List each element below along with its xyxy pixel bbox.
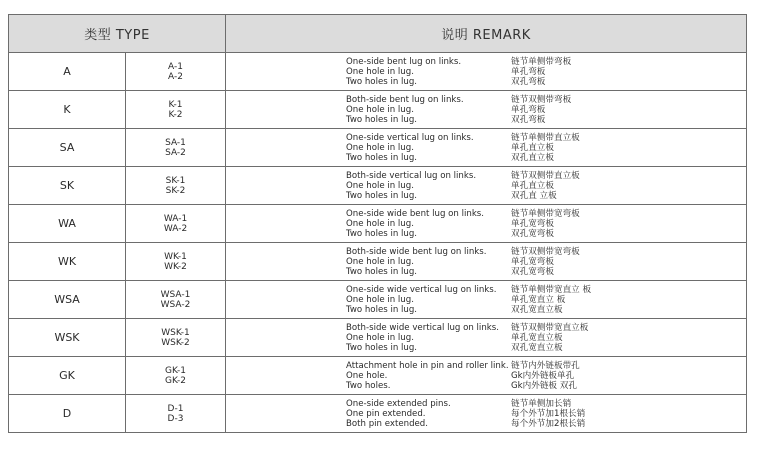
table-row [9, 395, 747, 433]
table-row [9, 205, 747, 243]
remark-en-line: One hole in lug. [346, 143, 414, 153]
remark-zh-line: 单孔宽弯板 [511, 219, 554, 229]
remark-chinese [511, 361, 580, 391]
remark-zh-line: 链节双侧带宽直立板 [511, 323, 589, 333]
remark-en-line: Two holes in lug. [346, 305, 418, 315]
remark-en-line: One hole in lug. [346, 181, 414, 191]
remark-cell [226, 91, 747, 129]
remark-en-line: One pin extended. [346, 409, 426, 419]
table-row [9, 167, 747, 205]
type-code: K-2 [168, 109, 183, 120]
remark-cell [226, 281, 747, 319]
type-code: WA-1 [163, 213, 188, 224]
table-row [9, 243, 747, 281]
remark-zh-line: 链节内外链板带孔 [511, 361, 580, 371]
table-body [9, 53, 747, 433]
remark-zh-line: 每个外节加1根长销 [511, 409, 586, 419]
remark-en-line: Attachment hole in pin and roller link. [346, 361, 509, 371]
code-cell [126, 319, 226, 357]
remark-zh-line: 双孔宽弯板 [511, 267, 554, 277]
table-row [9, 357, 747, 395]
remark-chinese [511, 399, 585, 429]
remark-en-line: Two holes. [346, 381, 391, 391]
remark-english [346, 95, 464, 125]
remark-cell [226, 243, 747, 281]
remark-en-line: Both-side wide bent lug on links. [346, 247, 487, 257]
remark-english [346, 361, 509, 391]
remark-zh-line: 单孔弯板 [511, 67, 546, 77]
remark-en-line: Both-side wide vertical lug on links. [346, 323, 499, 333]
type-cell: WA [9, 205, 126, 243]
table-row [9, 281, 747, 319]
remark-zh-line: 单孔宽弯板 [511, 257, 554, 267]
remark-zh-line: 单孔宽直立板 [511, 333, 563, 343]
type-code: GK-1 [165, 365, 186, 376]
remark-english [346, 247, 486, 277]
remark-chinese [511, 285, 591, 315]
remark-zh-line: 链节单侧带直立板 [511, 133, 580, 143]
remark-zh-line: 双孔弯板 [511, 77, 546, 87]
type-cell: WSK [9, 319, 126, 357]
type-code: WSA-1 [160, 289, 191, 300]
remark-chinese [511, 95, 571, 125]
type-cell: A [9, 53, 126, 91]
remark-cell [226, 357, 747, 395]
type-cell: K [9, 91, 126, 129]
code-cell [126, 129, 226, 167]
type-code: D-3 [167, 413, 184, 424]
code-cell [126, 395, 226, 433]
type-code: D-1 [167, 403, 184, 414]
remark-english [346, 209, 484, 239]
type-cell: WSA [9, 281, 126, 319]
type-code: SA-2 [165, 147, 186, 158]
remark-zh-line: 链节单侧带宽直立 板 [511, 285, 592, 295]
remark-en-line: One-side bent lug on links. [346, 57, 462, 67]
type-code: WK-1 [164, 251, 187, 262]
remark-en-line: One hole in lug. [346, 105, 414, 115]
table-header-row [9, 15, 747, 53]
remark-zh-line: 双孔宽弯板 [511, 229, 554, 239]
remark-en-line: One-side wide vertical lug on links. [346, 285, 497, 295]
remark-cell [226, 167, 747, 205]
type-cell: SK [9, 167, 126, 205]
type-code: A-1 [168, 61, 183, 72]
remark-cell [226, 53, 747, 91]
remark-english [346, 57, 461, 87]
remark-zh-line: 双孔弯板 [511, 115, 546, 125]
type-code: WSK-1 [161, 327, 190, 338]
remark-chinese [511, 247, 580, 277]
type-code: WSK-2 [161, 337, 190, 348]
remark-zh-line: Gk内外链板单孔 [511, 371, 575, 381]
remark-zh-line: 单孔直立板 [511, 143, 554, 153]
remark-chinese [511, 57, 571, 87]
remark-zh-line: 链节双侧带宽弯板 [511, 247, 580, 257]
remark-header: 说明 REMARK [226, 15, 747, 53]
remark-zh-line: 链节单侧带宽弯板 [511, 209, 580, 219]
code-cell [126, 357, 226, 395]
type-header: 类型 TYPE [9, 15, 226, 53]
remark-zh-line: 双孔宽直立板 [511, 343, 563, 353]
remark-en-line: One hole in lug. [346, 295, 414, 305]
remark-chinese [511, 323, 588, 353]
remark-en-line: One-side extended pins. [346, 399, 451, 409]
remark-chinese [511, 133, 580, 163]
type-code: A-2 [168, 71, 183, 82]
remark-chinese [511, 171, 580, 201]
code-cell [126, 205, 226, 243]
remark-en-line: Both pin extended. [346, 419, 428, 429]
type-code: WSA-2 [160, 299, 191, 310]
remark-en-line: Two holes in lug. [346, 115, 418, 125]
remark-en-line: One hole in lug. [346, 333, 414, 343]
remark-zh-line: 链节双侧带弯板 [511, 95, 572, 105]
remark-english [346, 285, 496, 315]
type-cell: D [9, 395, 126, 433]
remark-en-line: Two holes in lug. [346, 77, 418, 87]
remark-zh-line: 双孔宽直立板 [511, 305, 563, 315]
remark-zh-line: Gk内外链板 双孔 [511, 381, 577, 391]
type-code: SK-2 [165, 185, 186, 196]
remark-zh-line: 链节单侧加长销 [511, 399, 572, 409]
type-code: K-1 [168, 99, 183, 110]
remark-en-line: Two holes in lug. [346, 343, 418, 353]
remark-en-line: Both-side vertical lug on links. [346, 171, 477, 181]
remark-zh-line: 链节双侧带直立板 [511, 171, 580, 181]
code-cell [126, 281, 226, 319]
remark-zh-line: 单孔直立板 [511, 181, 554, 191]
remark-cell [226, 395, 747, 433]
remark-cell [226, 319, 747, 357]
remark-english [346, 133, 474, 163]
remark-english [346, 399, 451, 429]
table-row [9, 129, 747, 167]
remark-en-line: Two holes in lug. [346, 267, 418, 277]
table-row [9, 53, 747, 91]
remark-en-line: One hole in lug. [346, 67, 414, 77]
remark-en-line: One-side vertical lug on links. [346, 133, 474, 143]
type-cell: SA [9, 129, 126, 167]
type-cell: GK [9, 357, 126, 395]
table-row [9, 319, 747, 357]
code-cell [126, 91, 226, 129]
remark-en-line: One hole in lug. [346, 257, 414, 267]
remark-zh-line: 单孔弯板 [511, 105, 546, 115]
remark-zh-line: 双孔直立板 [511, 153, 554, 163]
remark-zh-line: 双孔直 立板 [511, 191, 557, 201]
remark-en-line: Two holes in lug. [346, 229, 418, 239]
type-cell: WK [9, 243, 126, 281]
remark-en-line: Both-side bent lug on links. [346, 95, 464, 105]
remark-zh-line: 单孔宽直立 板 [511, 295, 566, 305]
table-row [9, 91, 747, 129]
remark-chinese [511, 209, 580, 239]
remark-en-line: One hole. [346, 371, 388, 381]
type-code: WA-2 [163, 223, 188, 234]
type-code: WK-2 [164, 261, 187, 272]
code-cell [126, 243, 226, 281]
type-code: GK-2 [165, 375, 186, 386]
remark-zh-line: 链节单侧带弯板 [511, 57, 572, 67]
remark-en-line: One-side wide bent lug on links. [346, 209, 484, 219]
code-cell [126, 167, 226, 205]
code-cell [126, 53, 226, 91]
remark-en-line: One hole in lug. [346, 219, 414, 229]
remark-en-line: Two holes in lug. [346, 191, 418, 201]
type-code: SK-1 [165, 175, 186, 186]
type-remark-table [8, 14, 747, 433]
remark-english [346, 323, 499, 353]
remark-cell [226, 205, 747, 243]
type-code: SA-1 [165, 137, 186, 148]
remark-english [346, 171, 476, 201]
remark-en-line: Two holes in lug. [346, 153, 418, 163]
remark-zh-line: 每个外节加2根长销 [511, 419, 586, 429]
remark-cell [226, 129, 747, 167]
